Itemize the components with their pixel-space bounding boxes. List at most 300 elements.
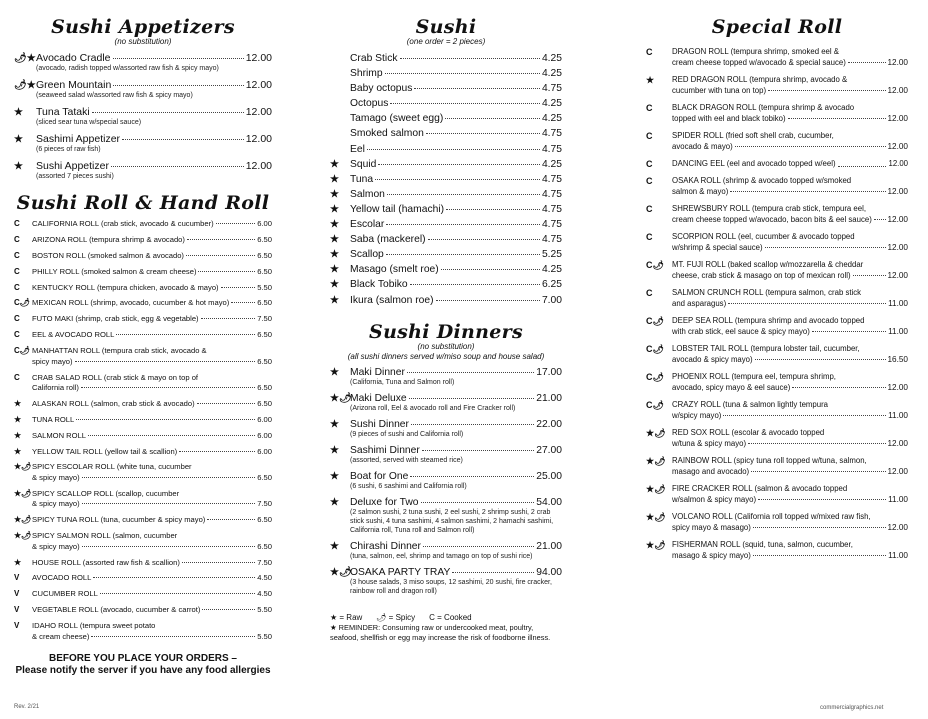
revision-note: Rev. 2/21 [14, 704, 40, 710]
item-price: 12.00 [887, 86, 908, 95]
leader-dots [202, 609, 255, 610]
item-name [672, 47, 839, 57]
special-row-1 [646, 131, 908, 141]
item-price: 12.00 [887, 142, 908, 151]
roll-item [14, 489, 272, 510]
item-mark: ★🌶 [14, 531, 32, 541]
roll-description: (fried soft shell crab, cucumber, [725, 131, 834, 140]
leader-dots [197, 403, 256, 404]
item-name [32, 251, 184, 262]
middle-column [330, 0, 562, 643]
item-price: 12.00 [245, 52, 272, 64]
dinner-item [330, 541, 562, 561]
special-row-1 [646, 47, 908, 57]
special-row-2 [646, 522, 908, 533]
item-name: Shrimp [350, 68, 383, 80]
item-name: Smoked salmon [350, 128, 424, 140]
leader-dots [231, 302, 255, 303]
item-price: 12.00 [887, 58, 908, 67]
roll-description: (tempura crab stick, avocado & [101, 346, 207, 356]
item-name [672, 372, 836, 382]
leader-dots [407, 372, 534, 373]
item-price: 6.00 [257, 219, 272, 228]
item-price: 17.00 [536, 366, 562, 378]
special-row-1 [646, 176, 908, 186]
item-name [32, 346, 207, 357]
leader-dots [753, 527, 886, 528]
item-mark: C [14, 314, 20, 324]
item-name [32, 298, 229, 309]
item-price: 25.00 [536, 470, 562, 482]
roll-description: (white tuna, cucumber [116, 462, 192, 472]
leader-dots [111, 166, 244, 167]
roll-description: (smoked salmon & cream cheese) [81, 266, 197, 276]
special-row-1 [646, 159, 908, 169]
leader-dots [113, 85, 243, 86]
item-price: 12.00 [887, 271, 908, 280]
special-row-1 [646, 428, 908, 438]
leader-dots [853, 275, 886, 276]
item-price: 12.00 [887, 187, 908, 196]
roll-row [14, 283, 272, 294]
leader-dots [410, 284, 540, 285]
item-price: 4.25 [541, 53, 562, 64]
item-mark: C🌶 [646, 400, 664, 410]
item-mark: ★ [330, 496, 339, 508]
special-roll-item [646, 159, 908, 169]
special-row-1 [646, 512, 908, 522]
roll-description-2: masago and avocado) [672, 467, 750, 476]
item-name: Deluxe for Two [350, 496, 419, 508]
roll-name: MANHATTAN ROLL [32, 346, 100, 356]
roll-item [14, 314, 272, 325]
item-price: 12.00 [887, 215, 908, 224]
roll-row-2 [14, 632, 272, 643]
special-row-2 [646, 438, 908, 449]
roll-row-2 [14, 499, 272, 510]
special-roll-list [646, 47, 908, 561]
item-mark: ★ [14, 398, 22, 408]
item-price: 4.75 [541, 83, 562, 95]
item-mark: ★🌶 [330, 566, 352, 578]
special-roll-item [646, 456, 908, 477]
special-roll-item [646, 316, 908, 337]
item-mark: V [14, 589, 20, 599]
item-price: 4.75 [541, 234, 562, 246]
item-mark: ★ [14, 557, 22, 567]
sushi-item [330, 217, 562, 232]
leader-dots [367, 149, 540, 150]
item-price: 12.00 [887, 243, 908, 252]
item-price: 4.25 [541, 158, 562, 170]
item-mark: ★ [330, 418, 339, 430]
roll-name: FUTO MAKI [32, 314, 74, 324]
item-mark: C [14, 266, 20, 276]
item-price: 6.50 [257, 472, 272, 482]
roll-name: VEGETABLE ROLL [32, 605, 99, 615]
roll-item [14, 399, 272, 410]
appetizer-item [14, 106, 272, 127]
item-price: 6.50 [257, 250, 272, 260]
item-price: 6.50 [257, 234, 272, 244]
roll-row [14, 298, 272, 309]
roll-description-2: masago & spicy mayo) [672, 551, 751, 560]
item-mark: ★🌶 [646, 428, 666, 438]
roll-row [14, 589, 272, 600]
roll-description: (salmon & avocado topped [754, 484, 848, 493]
item-name: Yellow tail (hamachi) [350, 203, 445, 215]
item-mark: ★ [14, 107, 23, 118]
roll-item [14, 235, 272, 246]
roll-description-2: and asparagus) [672, 299, 727, 308]
item-mark: ★ [330, 470, 339, 482]
item-price: 11.00 [888, 411, 908, 420]
special-roll-item [646, 540, 908, 561]
item-name [672, 288, 861, 298]
leader-dots [792, 387, 885, 388]
leader-dots [378, 164, 540, 165]
roll-row [14, 621, 272, 632]
dinner-item [330, 393, 562, 413]
roll-description-2: w/salmon & spicy mayo) [672, 495, 757, 504]
special-row-2 [646, 410, 908, 421]
leader-dots [812, 331, 886, 332]
leader-dots [723, 415, 886, 416]
leader-dots [730, 191, 885, 192]
leader-dots [116, 334, 255, 335]
roll-description: (avocado, cucumber & carrot) [100, 605, 201, 615]
roll-description-2: cucumber with tuna on top) [672, 86, 767, 95]
item-mark: C [646, 159, 653, 169]
sushi-item [330, 96, 562, 111]
item-description: (California, Tuna and Salmon roll) [350, 378, 455, 386]
item-mark: ★ [330, 366, 339, 378]
leader-dots [76, 419, 255, 420]
leader-dots [758, 499, 886, 500]
roll-item [14, 283, 272, 294]
roll-description: (tempura shrimp, avocado & [749, 75, 848, 84]
item-price: 6.50 [257, 383, 272, 393]
item-mark: C [646, 131, 653, 141]
roll-name: CALIFORNIA ROLL [32, 219, 99, 228]
item-mark: ★ [330, 264, 339, 276]
leader-dots [91, 636, 255, 637]
item-price: 4.75 [541, 188, 562, 200]
leader-dots [387, 194, 540, 195]
item-name [32, 431, 86, 442]
item-price: 6.00 [257, 430, 272, 440]
roll-row [14, 515, 272, 526]
sushi-list [330, 51, 562, 308]
leader-dots [81, 387, 255, 388]
roll-description-2: with crab stick, eel sauce & spicy mayo) [672, 327, 810, 336]
sushi-item [330, 66, 562, 81]
item-description: (6 pieces of raw fish) [36, 146, 101, 153]
item-mark: C🌶 [646, 372, 664, 382]
dinner-list [330, 367, 562, 596]
leader-dots [75, 361, 256, 362]
item-price: 12.00 [888, 159, 908, 168]
item-price: 4.25 [541, 113, 562, 125]
item-name [672, 75, 847, 85]
leader-dots [375, 179, 540, 180]
item-description: (Arizona roll, Eel & avocado roll and Fire Cracker roll) [350, 404, 516, 412]
roll-description-2: salmon & mayo) [672, 187, 729, 196]
appetizer-row [14, 106, 272, 118]
roll-description-2: California roll) [32, 383, 79, 393]
item-name: Avocado Cradle [36, 52, 111, 64]
item-name [32, 589, 98, 600]
special-row-2 [646, 354, 908, 365]
notice-line2: Please notify the server if you have any food allergies [15, 665, 271, 677]
special-roll-item [646, 400, 908, 421]
roll-name: CRAZY ROLL [672, 400, 721, 409]
roll-description: (assorted raw fish & scallion) [82, 557, 180, 567]
roll-row [14, 399, 272, 410]
special-row-1 [646, 204, 908, 214]
roll-name: YELLOW TAIL ROLL [32, 446, 103, 456]
roll-row-2 [14, 473, 272, 484]
item-name [32, 489, 179, 500]
item-name: Salmon [350, 188, 385, 200]
dinners-title: Sushi Dinners [369, 320, 523, 343]
dinner-row [330, 471, 562, 482]
roll-name: ALASKAN ROLL [32, 398, 89, 408]
item-mark: V [14, 573, 20, 583]
dinner-item [330, 497, 562, 535]
roll-item [14, 330, 272, 341]
leader-dots [436, 300, 540, 301]
leader-dots [400, 58, 540, 59]
roll-item [14, 573, 272, 584]
item-mark: ★ [330, 173, 339, 185]
item-name [672, 344, 860, 354]
item-name [32, 621, 155, 632]
roll-item [14, 298, 272, 309]
roll-row-2 [14, 542, 272, 553]
item-name [32, 399, 195, 410]
item-name [32, 558, 180, 569]
item-price: 7.50 [257, 499, 272, 509]
special-row-1 [646, 484, 908, 494]
appetizer-item [14, 160, 272, 181]
item-price: 4.75 [541, 203, 562, 215]
roll-name: SALMON CRUNCH ROLL [672, 288, 764, 297]
item-name: Sushi Appetizer [36, 160, 109, 172]
special-roll-item [646, 204, 908, 225]
roll-description: (tempura chicken, avocado & mayo) [97, 282, 219, 292]
appetizer-row [14, 160, 272, 172]
item-mark: ★🌶 [646, 540, 666, 550]
roll-name: SPIDER ROLL [672, 131, 724, 140]
item-price: 6.50 [257, 298, 272, 308]
roll-name: FIRE CRACKER ROLL [672, 484, 753, 493]
item-price: 11.00 [888, 327, 908, 336]
item-mark: C🌶 [646, 316, 664, 326]
item-description: (assorted, served with steamed rice) [350, 456, 463, 464]
item-name [32, 330, 114, 341]
item-price: 5.50 [257, 282, 272, 292]
item-name: Escolar [350, 219, 385, 231]
leader-dots [186, 255, 255, 256]
special-row-1 [646, 400, 908, 410]
item-price: 94.00 [536, 566, 562, 578]
item-mark: ★🌶 [330, 392, 352, 404]
roll-name: SPICY TUNA ROLL [32, 515, 99, 525]
dinners-subtitle: (no substitution) [417, 341, 475, 351]
leader-dots [113, 58, 244, 59]
sushi-item [330, 277, 562, 292]
appetizer-item [14, 133, 272, 154]
item-name [32, 267, 196, 278]
special-row-2 [646, 550, 908, 561]
leader-dots [422, 450, 534, 451]
roll-description-2: & spicy mayo) [32, 541, 80, 551]
special-row-2 [646, 85, 908, 96]
left-column [14, 0, 272, 677]
item-name [32, 283, 219, 294]
leader-dots [82, 546, 256, 547]
roll-row [14, 373, 272, 384]
item-price: 21.00 [536, 392, 562, 404]
special-roll-item [646, 428, 908, 449]
roll-row [14, 330, 272, 341]
roll-description: (shrimp, crab stick, egg & vegetable) [75, 314, 199, 324]
special-row-2 [646, 242, 908, 253]
item-name: Crab Stick [350, 53, 398, 64]
item-mark: C🌶 [646, 344, 664, 354]
item-price: 11.00 [888, 495, 908, 504]
dinner-item [330, 567, 562, 596]
roll-description: (smoked salmon & avocado) [87, 250, 184, 260]
leader-dots [426, 133, 540, 134]
roll-name: EEL & AVOCADO ROLL [32, 330, 115, 340]
roll-name: KENTUCKY ROLL [32, 282, 95, 292]
roll-name: CUCUMBER ROLL [32, 589, 98, 599]
item-mark: ★ [330, 158, 339, 170]
roll-name: BLACK DRAGON ROLL [672, 103, 757, 112]
item-name [32, 219, 214, 230]
sushi-item [330, 262, 562, 277]
dinner-item [330, 367, 562, 387]
item-description: (6 sushi, 6 sashimi and California roll) [350, 482, 467, 490]
roll-description-2: w/spicy mayo) [672, 411, 722, 420]
roll-description-2: cream cheese topped w/avocado, bacon bits & eel sauce) [672, 215, 872, 224]
item-mark: C [14, 330, 20, 340]
item-name [32, 447, 177, 458]
item-mark: C [14, 282, 20, 292]
item-description: (assorted 7 pieces sushi) [36, 173, 114, 180]
leader-dots [198, 271, 255, 272]
roll-description: (shrimp & avocado topped w/smoked [722, 176, 852, 185]
roll-description: (salmon, crab stick & avocado) [90, 398, 195, 408]
item-mark: V [14, 605, 20, 615]
item-name: Scallop [350, 249, 384, 261]
item-price: 27.00 [536, 444, 562, 456]
item-price: 12.00 [245, 79, 272, 91]
item-name: Octopus [350, 98, 389, 110]
legend-cooked: C = Cooked [429, 612, 472, 622]
roll-name: DRAGON ROLL [672, 47, 729, 56]
item-name: Maki Dinner [350, 366, 405, 378]
roll-row [14, 251, 272, 262]
appetizer-row [14, 133, 272, 145]
special-roll-item [646, 512, 908, 533]
appetizer-item [14, 52, 272, 73]
item-price: 4.25 [541, 98, 562, 110]
leader-dots [446, 209, 540, 210]
item-price: 6.50 [257, 515, 272, 525]
roll-row [14, 314, 272, 325]
dinner-row [330, 393, 562, 404]
roll-row-2 [14, 357, 272, 368]
item-name [672, 400, 828, 410]
item-mark: ★ [330, 540, 339, 552]
item-price: 4.25 [541, 264, 562, 276]
roll-name: LOBSTER TAIL ROLL [672, 344, 749, 353]
item-name [672, 131, 834, 141]
sushi-item [330, 157, 562, 172]
leader-dots [414, 88, 540, 89]
roll-row [14, 573, 272, 584]
leader-dots [207, 519, 255, 520]
special-row-2 [646, 382, 908, 393]
rolls-title: Sushi Roll & Hand Roll [16, 192, 270, 214]
item-price: 21.00 [536, 540, 562, 552]
sushi-item [330, 111, 562, 126]
roll-description: (tempura shrimp, smoked eel & [730, 47, 839, 56]
item-name: Sashimi Dinner [350, 444, 420, 456]
item-name: OSAKA PARTY TRAY [350, 566, 451, 578]
special-row-1 [646, 316, 908, 326]
leader-dots [410, 476, 534, 477]
special-title: Special Roll [711, 16, 843, 38]
dinner-row [330, 367, 562, 378]
item-name [672, 316, 864, 326]
special-roll-item [646, 288, 908, 309]
roll-description-2: avocado & mayo) [672, 142, 733, 151]
special-row-1 [646, 372, 908, 382]
leader-dots [428, 239, 540, 240]
roll-description: (tempura crab stick, tempura eel, [752, 204, 866, 213]
item-mark: 🌶★ [14, 53, 36, 64]
sushi-subtitle: (one order = 2 pieces) [406, 37, 486, 46]
special-row-2 [646, 466, 908, 477]
leader-dots [755, 359, 886, 360]
special-roll-item [646, 103, 908, 124]
roll-description: (salmon, cucumber [112, 531, 178, 541]
special-roll-item [646, 372, 908, 393]
roll-description-2: w/shrimp & special sauce) [672, 243, 763, 252]
roll-item [14, 558, 272, 569]
item-price: 6.50 [257, 541, 272, 551]
roll-description: (eel, cucumber & avocado topped [738, 232, 855, 241]
special-row-1 [646, 75, 908, 85]
sushi-item [330, 142, 562, 157]
roll-name: MT. FUJI ROLL [672, 260, 726, 269]
roll-description: (spicy tuna roll topped w/tuna, salmon, [733, 456, 867, 465]
roll-name: PHILLY ROLL [32, 266, 80, 276]
roll-name: SCORPION ROLL [672, 232, 736, 241]
special-row-1 [646, 344, 908, 354]
item-name: Masago (smelt roe) [350, 264, 439, 276]
leader-dots [82, 477, 256, 478]
roll-item [14, 531, 272, 552]
roll-name: SPICY SCALLOP ROLL [32, 488, 114, 498]
item-mark: ★🌶 [646, 456, 666, 466]
item-name: Ikura (salmon roe) [350, 294, 434, 306]
item-mark: ★ [330, 279, 339, 291]
